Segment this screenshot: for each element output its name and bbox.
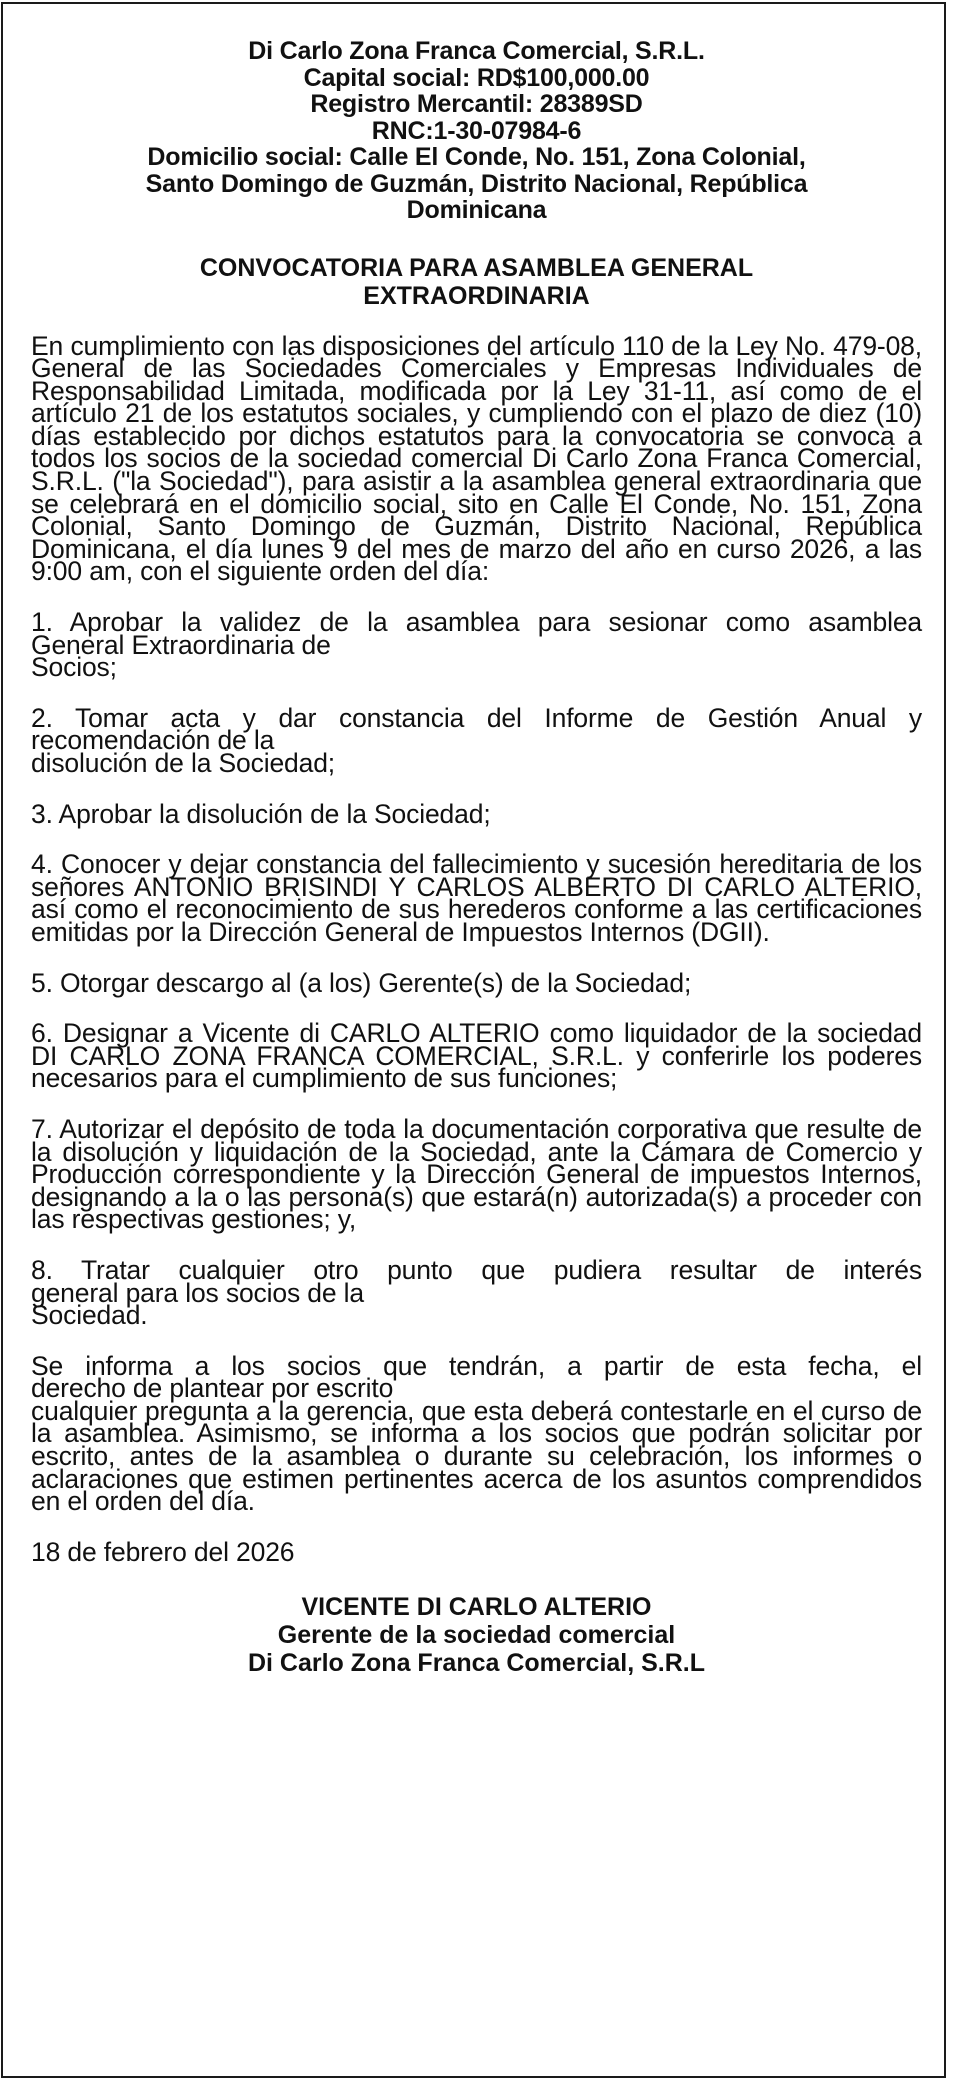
- closing-rest: cualquier pregunta a la gerencia, que esta deberá contestarle en el curso de la asamblea. Asimismo, se informa a los socios que podrán solicitar por escrito, antes de la asamblea o durante su celebración, los informes o aclaraciones que estimen pertinentes acerca de los asuntos comprendidos en el orden del día.: [31, 1395, 922, 1517]
- agenda-item-2-line-3: disolución de la Sociedad;: [31, 748, 336, 778]
- intro-paragraph: En cumplimiento con las disposiciones del artículo 110 de la Ley No. 479-08, General de las Sociedades Comerciales y Empresas Individuales de Responsabilidad Limitada, modificada por la Ley 31-11, así como de el artículo 21 de los estatutos sociales, y cumpliendo con el plazo de diez (10) días establecido por dichos estatutos para la convocatoria se convoca a todos los socios de la sociedad comercial Di Carlo Zona Franca Comercial, S.R.L. ("la Sociedad"), para asistir a la asamblea general extraordinaria que se celebrará en el domicilio social, sito en Calle El Conde, No. 151, Zona Colonial, Santo Domingo de Guzmán, Distrito Nacional, República Dominicana, el día lunes 9 del mes de marzo del año en curso 2026, a las 9:00 am, con el siguiente orden del día:: [31, 330, 922, 587]
- agenda-item-5-text: 5. Otorgar descargo al (a los) Gerente(s) de la Sociedad;: [31, 967, 692, 998]
- agenda-item-6-text: 6. Designar a Vicente di CARLO ALTERIO como liquidador de la sociedad DI CARLO ZONA FRANCA COMERCIAL, S.R.L. y conferirle los poderes necesarios para el cumplimiento de sus funciones;: [31, 1018, 922, 1094]
- agenda-item-2: [31, 702, 922, 778]
- agenda-item-1-line-1: 1. Aprobar la validez de la asamblea para sesionar como asamblea: [31, 607, 922, 638]
- closing-paragraph: [31, 1350, 922, 1517]
- title-line-1: CONVOCATORIA PARA ASAMBLEA GENERAL: [199, 253, 754, 282]
- agenda-item-2-line-2: recomendación de la: [31, 725, 275, 756]
- agenda-item-2-line-1: 2. Tomar acta y dar constancia del Informe de Gestión Anual y: [31, 702, 922, 733]
- domicilio-line-3: Dominicana: [406, 196, 547, 224]
- agenda-item-7-text: 7. Autorizar el depósito de toda la documentación corporativa que resulte de la disolución y liquidación de la Sociedad, ante la Cámara de Comercio y Producción correspondiente y la Dirección General de impuestos Internos, designando a la o las persona(s) que estará(n) autorizada(s) a proceder con las respectivas gestiones; y,: [31, 1113, 922, 1235]
- agenda-item-3: [31, 798, 922, 829]
- notice-body: [31, 330, 922, 1567]
- agenda-item-8-line-2: general para los socios de la: [31, 1277, 364, 1308]
- agenda-item-4: [31, 849, 922, 947]
- notice-date: 18 de febrero del 2026: [31, 1536, 295, 1567]
- capital-social: Capital social: RD$100,000.00: [303, 63, 650, 92]
- domicilio-line-2: Santo Domingo de Guzmán, Distrito Nacional, República: [145, 169, 808, 198]
- notice-title: [31, 254, 922, 310]
- domicilio-line-1: Domicilio social: Calle El Conde, No. 151, Zona Colonial,: [147, 143, 806, 171]
- title-line-2: EXTRAORDINARIA: [363, 281, 590, 310]
- company-name: Di Carlo Zona Franca Comercial, S.R.L.: [248, 37, 705, 65]
- registro-mercantil: Registro Mercantil: 28389SD: [310, 90, 643, 118]
- signer-name: VICENTE DI CARLO ALTERIO: [301, 1593, 652, 1622]
- closing-line-1: Se informa a los socios que tendrán, a partir de esta fecha, el: [31, 1350, 922, 1381]
- closing-line-2: derecho de plantear por escrito: [31, 1373, 394, 1404]
- agenda-item-3-text: 3. Aprobar la disolución de la Sociedad;: [31, 798, 491, 829]
- signature-block: [31, 1593, 922, 1677]
- agenda-item-8-line-1: 8. Tratar cualquier otro punto que pudiera resultar de interés: [31, 1254, 922, 1285]
- signer-role: Gerente de la sociedad comercial: [277, 1621, 676, 1650]
- agenda-item-1-line-2: General Extraordinaria de: [31, 629, 331, 660]
- notice-document: [31, 38, 922, 1677]
- agenda-item-4-text: 4. Conocer y dejar constancia del fallecimiento y sucesión hereditaria de los señores ANTONIO BRISINDI Y CARLOS ALBERTO DI CARLO ALTERIO, así como el reconocimiento de sus herederos conforme a las certificaciones emitidas por la Dirección General de Impuestos Internos (DGII).: [31, 849, 922, 947]
- agenda-item-5: [31, 967, 922, 998]
- agenda-item-8: [31, 1254, 922, 1331]
- signer-company: Di Carlo Zona Franca Comercial, S.R.L: [247, 1649, 706, 1678]
- agenda-item-1-line-3: Socios;: [31, 652, 117, 683]
- rnc-number: RNC:1-30-07984-6: [371, 116, 582, 145]
- company-header: [31, 38, 922, 224]
- agenda-item-1: [31, 607, 922, 683]
- agenda-item-6: [31, 1018, 922, 1094]
- agenda-item-7: [31, 1113, 922, 1235]
- agenda-item-8-line-3: Sociedad.: [31, 1300, 148, 1331]
